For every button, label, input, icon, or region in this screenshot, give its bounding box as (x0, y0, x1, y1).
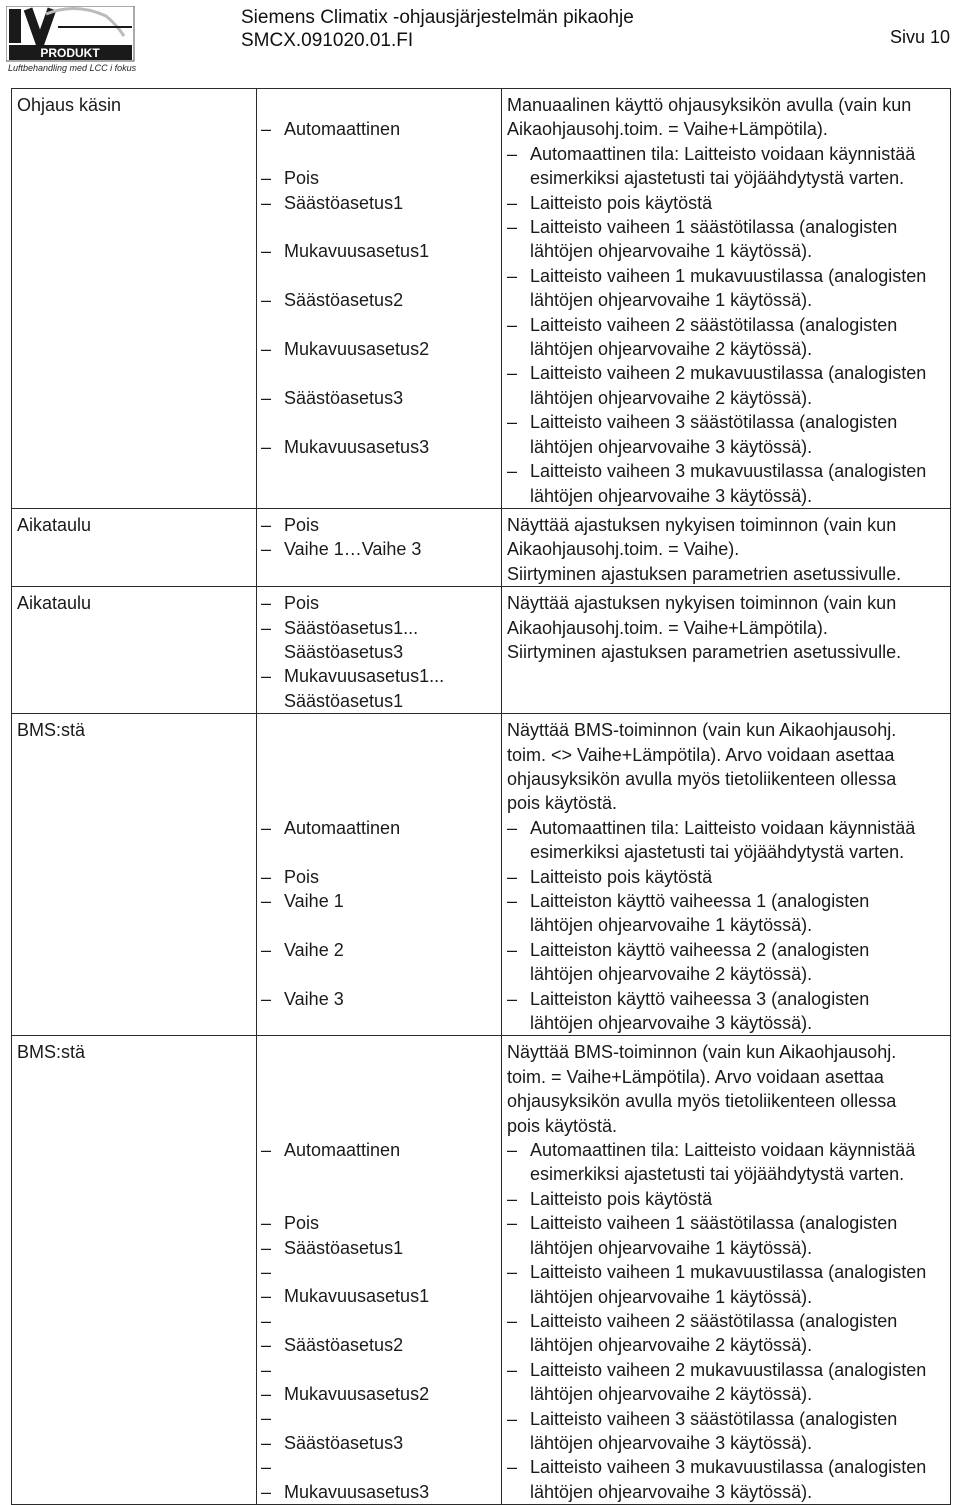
option-item: – Mukavuusasetus2 (261, 337, 496, 361)
option-item: – Vaihe 2 (261, 938, 496, 962)
options-cell (257, 508, 502, 586)
description-item: – Laitteisto vaiheen 2 säästötilassa (analogisten (507, 313, 945, 337)
description-item-cont: lähtöjen ohjearvovaihe 1 käytössä). (530, 1237, 813, 1258)
option-item: – Säästöasetus1 (261, 191, 496, 215)
description-item-cont: lähtöjen ohjearvovaihe 2 käytössä). (530, 387, 813, 408)
description-item: – Laitteisto vaiheen 3 mukavuustilassa (analogisten (507, 1455, 945, 1479)
description-line: pois käytöstä. (507, 1115, 618, 1136)
description-item: – Laitteisto vaiheen 2 mukavuustilassa (analogisten (507, 361, 945, 385)
row-label (12, 508, 257, 586)
description-item: – Laitteisto vaiheen 3 säästötilassa (analogisten (507, 410, 945, 434)
description-line: Siirtyminen ajastuksen parametrien asetussivulle. (507, 563, 902, 584)
option-item: – Mukavuusasetus3 (261, 435, 496, 459)
options-cell (257, 587, 502, 714)
description-item-cont: lähtöjen ohjearvovaihe 2 käytössä). (530, 1384, 813, 1405)
doc-code: SMCX.091020.01.FI (241, 30, 414, 51)
description-line: Aikaohjausohj.toim. = Vaihe). (507, 539, 740, 560)
description-item-cont: lähtöjen ohjearvovaihe 1 käytössä). (530, 290, 813, 311)
description-item-cont: lähtöjen ohjearvovaihe 3 käytössä). (530, 1481, 813, 1502)
description-item-cont: lähtöjen ohjearvovaihe 1 käytössä). (530, 241, 813, 262)
description-item-cont: esimerkiksi ajastetusti tai yöjäähdytystä varten. (530, 842, 905, 863)
option-item (261, 1309, 496, 1333)
description-cell (502, 89, 951, 509)
description-item: – Laitteisto vaiheen 2 mukavuustilassa (analogisten (507, 1358, 945, 1382)
document-title (241, 6, 634, 52)
table-row (12, 89, 951, 509)
row-label-text: Aikataulu (17, 593, 92, 614)
description-item: – Laitteisto pois käytöstä (507, 1187, 945, 1211)
row-label-text: BMS:stä (17, 1042, 86, 1063)
option-item: – Vaihe 1…Vaihe 3 (261, 537, 496, 561)
option-item: – Automaattinen (261, 117, 496, 141)
option-item: – Säästöasetus3 (261, 386, 496, 410)
description-cell (502, 1036, 951, 1505)
option-item (261, 1260, 496, 1284)
description-item: – Laitteisto vaiheen 1 säästötilassa (analogisten (507, 215, 945, 239)
title-line: Siemens Climatix -ohjausjärjestelmän pikaohje (241, 7, 634, 28)
option-item: – Mukavuusasetus3 (261, 1480, 496, 1504)
option-item: – Pois (261, 166, 496, 190)
description-line: toim. <> Vaihe+Lämpötila). Arvo voidaan asettaa (507, 744, 895, 765)
option-item: – Vaihe 1 (261, 889, 496, 913)
description-item-cont: lähtöjen ohjearvovaihe 2 käytössä). (530, 339, 813, 360)
table-row (12, 1036, 951, 1505)
description-cell (502, 714, 951, 1036)
options-cell (257, 89, 502, 509)
option-item: – Pois (261, 865, 496, 889)
description-item: – Laitteisto vaiheen 3 mukavuustilassa (analogisten (507, 459, 945, 483)
settings-table (11, 88, 951, 1505)
row-label-text: Aikataulu (17, 514, 92, 535)
row-label-text: BMS:stä (17, 720, 86, 741)
option-item: – Vaihe 3 (261, 987, 496, 1011)
description-line: ohjausyksikön avulla myös tietoliikenteen ollessa (507, 768, 897, 789)
options-cell (257, 1036, 502, 1505)
option-item: – Automaattinen (261, 1138, 496, 1162)
option-item: – Pois (261, 591, 496, 615)
description-item-cont: lähtöjen ohjearvovaihe 2 käytössä). (530, 964, 813, 985)
option-item: – Mukavuusasetus2 (261, 1382, 496, 1406)
option-item (261, 1455, 496, 1479)
option-item: – Säästöasetus2 (261, 1333, 496, 1357)
description-item: – Laitteiston käyttö vaiheessa 2 (analogisten (507, 938, 945, 962)
description-line: Näyttää ajastuksen nykyisen toiminnon (vain kun (507, 593, 897, 614)
description-item-cont: lähtöjen ohjearvovaihe 2 käytössä). (530, 1335, 813, 1356)
description-item-cont: esimerkiksi ajastetusti tai yöjäähdytystä varten. (530, 1164, 905, 1185)
description-line: Aikaohjausohj.toim. = Vaihe+Lämpötila). (507, 617, 828, 638)
description-item-cont: lähtöjen ohjearvovaihe 3 käytössä). (530, 1013, 813, 1034)
row-label-text: Ohjaus käsin (17, 95, 122, 115)
description-item: – Laitteisto vaiheen 1 mukavuustilassa (analogisten (507, 264, 945, 288)
description-line: ohjausyksikön avulla myös tietoliikenteen ollessa (507, 1091, 897, 1112)
row-label (12, 587, 257, 714)
description-item: – Laitteisto vaiheen 3 säästötilassa (analogisten (507, 1407, 945, 1431)
logo-tagline: Luftbehandling med LCC i fokus (8, 63, 137, 73)
option-item (261, 1358, 496, 1382)
option-item: – Mukavuusasetus1 (261, 239, 496, 263)
description-line: Manuaalinen käyttö ohjausyksikön avulla (vain kun (507, 95, 912, 115)
description-item: – Laitteisto vaiheen 2 säästötilassa (analogisten (507, 1309, 945, 1333)
table-row (12, 714, 951, 1036)
option-item (261, 1406, 496, 1430)
description-line: toim. = Vaihe+Lämpötila). Arvo voidaan asettaa (507, 1066, 884, 1087)
description-line: pois käytöstä. (507, 793, 618, 814)
description-item: – Automaattinen tila: Laitteisto voidaan käynnistää (507, 1138, 945, 1162)
option-item: – Säästöasetus3 (261, 1431, 496, 1455)
option-item: – Mukavuusasetus1 (261, 1284, 496, 1308)
iv-produkt-logo (6, 6, 136, 62)
option-item-cont: Säästöasetus1 (284, 690, 404, 711)
options-cell (257, 714, 502, 1036)
description-item-cont: lähtöjen ohjearvovaihe 3 käytössä). (530, 485, 813, 506)
description-item: – Laitteisto vaiheen 1 säästötilassa (analogisten (507, 1211, 945, 1235)
description-item: – Laitteisto pois käytöstä (507, 191, 945, 215)
description-item: – Laitteiston käyttö vaiheessa 1 (analogisten (507, 889, 945, 913)
description-line: Siirtyminen ajastuksen parametrien asetussivulle. (507, 641, 902, 662)
option-item: – Mukavuusasetus1... (261, 664, 496, 688)
svg-text:PRODUKT: PRODUKT (40, 46, 100, 60)
option-item: – Säästöasetus2 (261, 288, 496, 312)
option-item: – Pois (261, 1211, 496, 1235)
description-line: Aikaohjausohj.toim. = Vaihe+Lämpötila). (507, 119, 828, 140)
description-item-cont: lähtöjen ohjearvovaihe 1 käytössä). (530, 915, 813, 936)
page-header (0, 0, 960, 80)
description-line: Näyttää BMS-toiminnon (vain kun Aikaohjausohj. (507, 720, 897, 741)
description-item-cont: lähtöjen ohjearvovaihe 1 käytössä). (530, 1286, 813, 1307)
table-row (12, 587, 951, 714)
option-item: – Säästöasetus1 (261, 1236, 496, 1260)
description-item: – Automaattinen tila: Laitteisto voidaan käynnistää (507, 142, 945, 166)
description-item: – Automaattinen tila: Laitteisto voidaan käynnistää (507, 816, 945, 840)
row-label (12, 89, 257, 509)
description-item: – Laitteisto pois käytöstä (507, 865, 945, 889)
description-line: Näyttää BMS-toiminnon (vain kun Aikaohjausohj. (507, 1042, 897, 1063)
description-item: – Laitteisto vaiheen 1 mukavuustilassa (analogisten (507, 1260, 945, 1284)
description-item-cont: lähtöjen ohjearvovaihe 3 käytössä). (530, 1432, 813, 1453)
table-row (12, 508, 951, 586)
option-item: – Automaattinen (261, 816, 496, 840)
row-label (12, 1036, 257, 1505)
description-item-cont: esimerkiksi ajastetusti tai yöjäähdytystä varten. (530, 168, 905, 189)
logo-graphic (6, 6, 136, 62)
row-label (12, 714, 257, 1036)
description-cell (502, 508, 951, 586)
page-number: Sivu 10 (889, 27, 950, 47)
description-item: – Laitteiston käyttö vaiheessa 3 (analogisten (507, 987, 945, 1011)
description-line: Näyttää ajastuksen nykyisen toiminnon (vain kun (507, 514, 897, 535)
option-item: – Pois (261, 513, 496, 537)
description-cell (502, 587, 951, 714)
description-item-cont: lähtöjen ohjearvovaihe 3 käytössä). (530, 436, 813, 457)
option-item-cont: Säästöasetus3 (284, 641, 404, 662)
option-item: – Säästöasetus1... (261, 616, 496, 640)
